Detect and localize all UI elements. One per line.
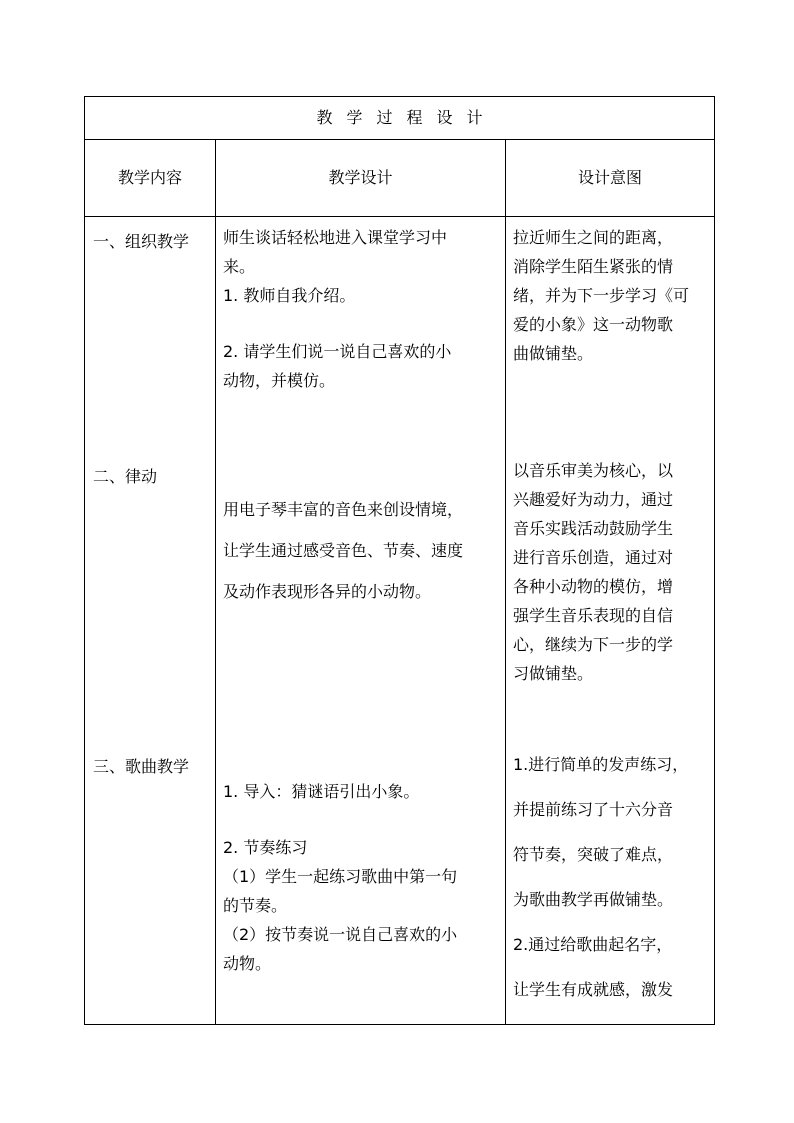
section-1-design <box>223 223 451 395</box>
section-2-content: 二、律动 <box>93 467 158 486</box>
text-line: 拉近师生之间的距离， <box>513 228 674 247</box>
text-line: 用电子琴丰富的音色来创设情境， <box>223 500 464 519</box>
text-line: 动物。 <box>223 954 272 973</box>
text-line: 的节奏。 <box>223 896 288 915</box>
text-line: 并提前练习了十六分音 <box>513 800 674 819</box>
text-line: 2. 节奏练习 <box>223 838 308 857</box>
text-line: 以音乐审美为核心，以 <box>513 461 674 480</box>
text-line: 符节奏，突破了难点， <box>513 845 674 864</box>
text-line: 2. 请学生们说一说自己喜欢的小 <box>223 342 452 361</box>
text-line: 习做铺垫。 <box>513 664 594 683</box>
text-line: 1. 导入：猜谜语引出小象。 <box>223 782 420 801</box>
lesson-process-table <box>84 96 715 1025</box>
header-content: 教学内容 <box>117 168 182 187</box>
text-line: 2.通过给歌曲起名字， <box>513 935 673 954</box>
text-line: 师生谈话轻松地进入课堂学习中 <box>223 228 448 247</box>
section-1-content: 一、组织教学 <box>93 232 190 251</box>
text-line: 1.进行简单的发声练习， <box>513 755 689 774</box>
text-line: 绪，并为下一步学习《可 <box>513 286 690 305</box>
text-line: 爱的小象》这一动物歌 <box>513 315 674 334</box>
section-1-intent <box>513 223 689 368</box>
text-line: 及动作表现形各异的小动物。 <box>223 582 432 601</box>
text-line: 各种小动物的模仿，增 <box>513 577 674 596</box>
section-3-design <box>223 777 457 978</box>
text-line: （2）按节奏说一说自己喜欢的小 <box>223 925 458 944</box>
divider <box>85 216 714 217</box>
section-2-design <box>223 489 463 612</box>
text-line: 让学生有成就感，激发 <box>513 980 674 999</box>
text-line: 让学生通过感受音色、节奏、速度 <box>223 541 464 560</box>
text-line: 消除学生陌生紧张的情 <box>513 257 674 276</box>
text-line: 兴趣爱好为动力，通过 <box>513 490 674 509</box>
header-design: 教学设计 <box>328 168 393 187</box>
section-2-intent <box>513 456 673 688</box>
section-3-content: 三、歌曲教学 <box>93 757 190 776</box>
text-line: 动物，并模仿。 <box>223 371 336 390</box>
text-line: 强学生音乐表现的自信 <box>513 606 674 625</box>
divider <box>505 139 506 1024</box>
text-line: 来。 <box>223 257 256 276</box>
table-title: 教学过程设计 <box>316 108 497 127</box>
text-line: 进行音乐创造，通过对 <box>513 548 674 567</box>
text-line: 音乐实践活动鼓励学生 <box>513 519 674 538</box>
section-3-intent <box>513 742 688 1012</box>
header-intent: 设计意图 <box>577 168 642 187</box>
text-line: 曲做铺垫。 <box>513 344 594 363</box>
text-line: 为歌曲教学再做铺垫。 <box>513 890 674 909</box>
text-line: （1）学生一起练习歌曲中第一句 <box>223 867 458 886</box>
divider <box>215 139 216 1024</box>
text-line: 1. 教师自我介绍。 <box>223 286 356 305</box>
text-line: 心，继续为下一步的学 <box>513 635 674 654</box>
